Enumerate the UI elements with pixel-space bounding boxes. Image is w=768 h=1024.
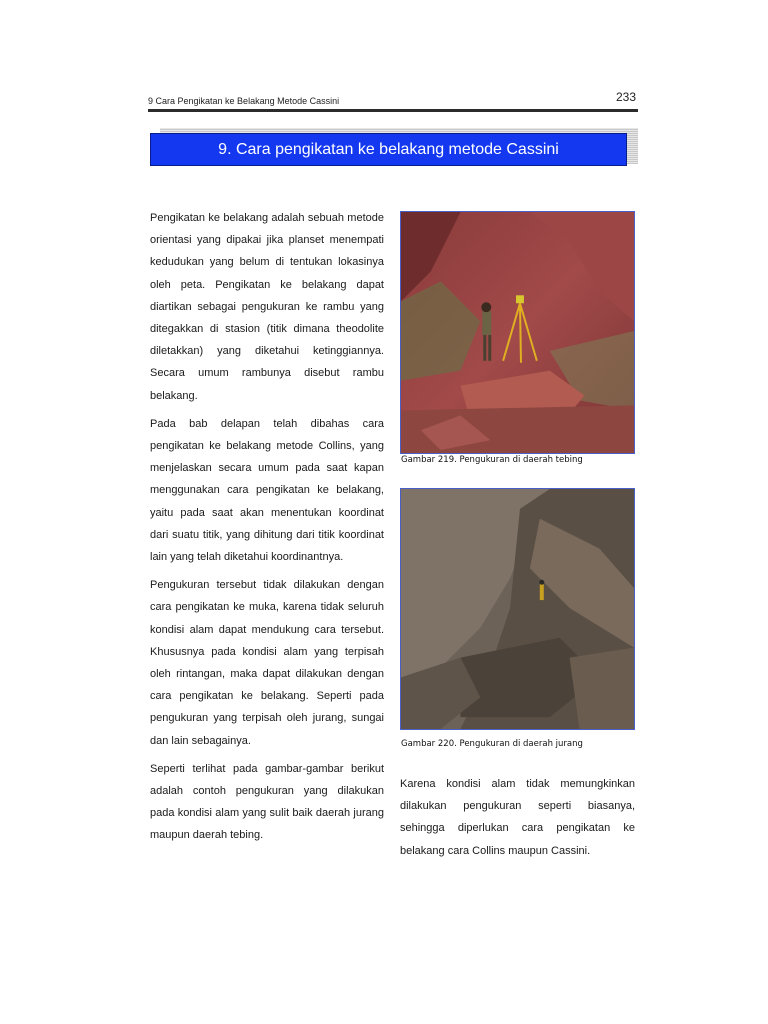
figure-caption: Gambar 220. Pengukuran di daerah jurang — [401, 739, 583, 749]
figure-caption: Gambar 219. Pengukuran di daerah tebing — [401, 455, 583, 465]
right-column — [400, 773, 635, 862]
paragraph: Pengikatan ke belakang adalah sebuah metode orientasi yang dipakai jika planset menempati kedudukan yang belum di tentukan lokasinya oleh peta. Pengikatan ke belakang dapat diartikan sebagai pengukuran ke rambu yang ditegakkan di stasion (titik dimana theodolite diletakkan) yang diketahui ketinggiannya. Secara umum rambunya disebut rambu belakang. — [150, 212, 384, 402]
section-title: 9. Cara pengikatan ke belakang metode Cassini — [150, 133, 627, 166]
paragraph: Pengukuran tersebut tidak dilakukan dengan cara pengikatan ke muka, karena tidak seluruh kondisi alam dapat mendukung cara tersebut. Khususnya pada kondisi alam yang terpisah oleh rintangan, maka dapat dilakukan dengan cara pengikatan ke belakang. Seperti pada pengukuran yang terpisah oleh jurang, sungai dan lain sebagainya. — [150, 579, 384, 747]
paragraph: Pada bab delapan telah dibahas cara pengikatan ke belakang metode Collins, yang menjelaskan secara umum pada saat kapan menggunakan cara pengikatan ke belakang, yaitu pada saat akan menentukan koordinat dari suatu titik, yang dihitung dari titik koordinat lain yang telah diketahui koordinantnya. — [150, 417, 384, 564]
running-head: 9 Cara Pengikatan ke Belakang Metode Cassini — [148, 96, 340, 106]
paragraph: Karena kondisi alam tidak memungkinkan dilakukan pengukuran seperti biasanya, sehingga diperlukan cara pengikatan ke belakang cara Collins maupun Cassini. — [400, 778, 635, 857]
paragraph: Seperti terlihat pada gambar-gambar berikut adalah contoh pengukuran yang dilakukan pada kondisi alam yang sulit baik daerah jurang maupun daerah tebing. — [150, 762, 384, 842]
header-rule — [148, 109, 638, 112]
figure-cliff-photo — [400, 211, 635, 454]
page-number: 233 — [616, 90, 637, 104]
left-column — [150, 207, 384, 853]
figure-ravine-photo — [400, 488, 635, 730]
